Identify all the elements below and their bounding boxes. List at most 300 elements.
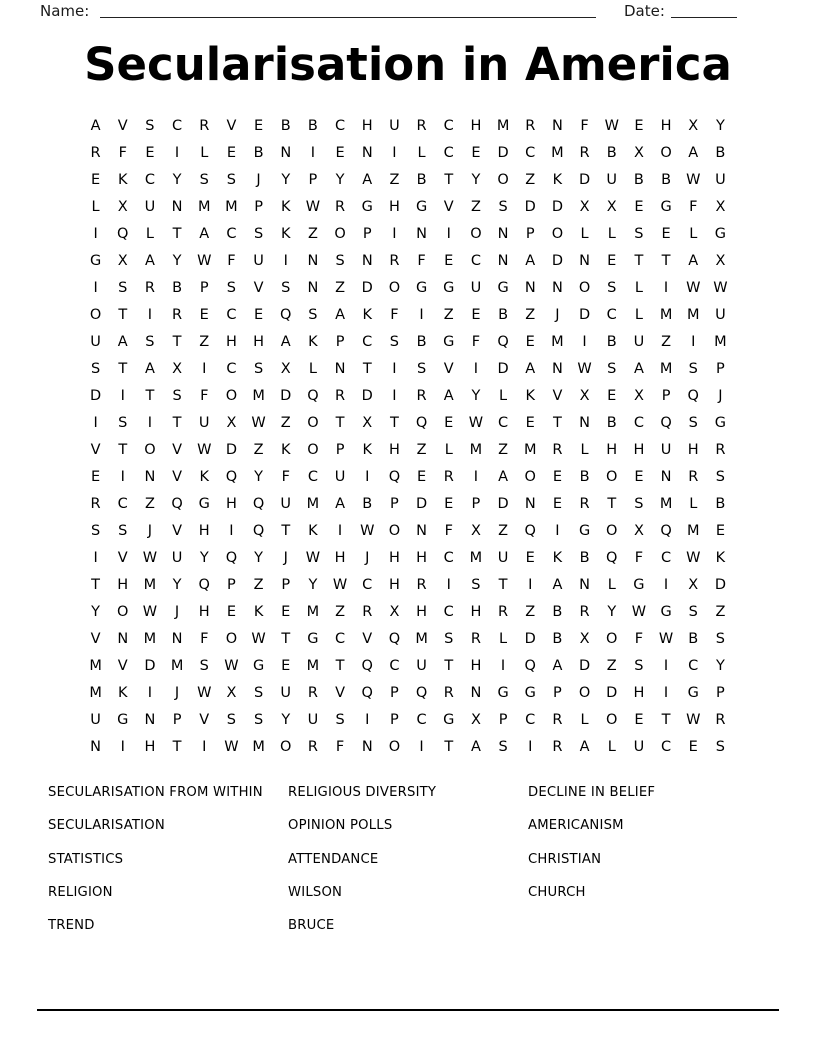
grid-letter: F — [390, 306, 399, 323]
grid-letter: C — [362, 576, 373, 593]
grid-letter: V — [226, 117, 237, 134]
grid-letter: M — [197, 198, 211, 215]
grid-letter: X — [579, 630, 590, 647]
footer-rule — [37, 1009, 779, 1011]
grid-letter: J — [555, 306, 560, 323]
grid-letter: Z — [389, 171, 400, 188]
grid-letter: S — [688, 414, 698, 431]
grid-letter: N — [280, 144, 292, 161]
grid-letter: H — [388, 576, 400, 593]
grid-letter: Q — [198, 576, 210, 593]
grid-letter: S — [634, 225, 644, 242]
grid-letter: G — [361, 198, 373, 215]
grid-letter: N — [579, 576, 590, 593]
grid-letter: A — [470, 738, 481, 755]
grid-letter: G — [714, 225, 727, 242]
grid-letter: M — [659, 306, 673, 323]
grid-letter: Q — [660, 522, 672, 539]
grid-letter: B — [280, 117, 291, 134]
grid-letter: N — [144, 711, 156, 728]
grid-letter: U — [334, 468, 346, 485]
grid-letter: F — [200, 387, 209, 404]
grid-letter: N — [90, 738, 101, 755]
grid-letter: S — [498, 738, 508, 755]
grid-letter: L — [607, 225, 616, 242]
grid-letter: W — [251, 630, 266, 647]
grid-letter: Q — [225, 468, 238, 485]
grid-letter: V — [443, 198, 454, 215]
grid-letter: O — [307, 414, 319, 431]
grid-letter: D — [714, 576, 726, 593]
word-list-item: RELIGION — [48, 884, 113, 900]
grid-letter: I — [365, 711, 370, 728]
grid-letter: Q — [606, 549, 618, 566]
grid-letter: X — [117, 198, 128, 215]
grid-letter: N — [660, 468, 672, 485]
grid-letter: Q — [687, 387, 699, 404]
grid-letter: I — [202, 360, 207, 377]
grid-letter: H — [253, 333, 265, 350]
grid-letter: B — [606, 414, 617, 431]
grid-letter: G — [117, 711, 129, 728]
grid-letter: C — [443, 549, 454, 566]
grid-letter: A — [117, 333, 128, 350]
grid-letter: V — [362, 630, 373, 647]
grid-letter: M — [551, 144, 564, 161]
grid-letter: C — [226, 360, 237, 377]
grid-letter: F — [118, 144, 127, 161]
grid-letter: S — [308, 306, 318, 323]
grid-letter: I — [310, 144, 316, 161]
grid-letter: F — [634, 549, 644, 566]
grid-letter: I — [582, 333, 587, 350]
grid-letter: N — [144, 468, 156, 485]
grid-letter: C — [661, 738, 672, 755]
grid-letter: O — [524, 468, 536, 485]
grid-letter: Q — [388, 630, 401, 647]
grid-letter: A — [144, 360, 155, 377]
grid-letter: U — [497, 549, 509, 566]
grid-letter: E — [525, 333, 535, 350]
word-list-item: SECULARISATION — [48, 818, 165, 834]
grid-letter: W — [360, 522, 375, 539]
grid-letter: I — [120, 387, 125, 404]
grid-letter: N — [307, 279, 319, 296]
grid-letter: I — [147, 414, 153, 431]
grid-letter: S — [199, 171, 209, 188]
grid-letter: R — [172, 306, 183, 323]
grid-letter: S — [145, 333, 155, 350]
grid-letter: J — [174, 684, 180, 701]
grid-letter: A — [688, 252, 699, 269]
header — [40, 2, 740, 22]
grid-letter: A — [362, 171, 373, 188]
grid-letter: S — [253, 225, 264, 242]
grid-letter: O — [307, 441, 319, 458]
grid-letter: I — [555, 522, 560, 539]
grid-letter: S — [253, 684, 264, 701]
grid-letter: P — [172, 711, 182, 728]
grid-letter: B — [253, 144, 264, 161]
grid-letter: T — [661, 252, 671, 269]
grid-letter: C — [389, 657, 400, 674]
grid-letter: H — [225, 333, 237, 350]
word-list-item: DECLINE IN BELIEF — [528, 785, 656, 800]
grid-letter: S — [118, 279, 128, 296]
grid-letter: R — [498, 603, 509, 620]
grid-letter: Z — [606, 657, 617, 674]
grid-letter: I — [202, 738, 207, 755]
grid-letter: T — [335, 657, 345, 674]
grid-letter: I — [446, 576, 451, 593]
grid-letter: W — [631, 603, 647, 620]
grid-letter: H — [606, 441, 618, 458]
grid-letter: T — [281, 522, 291, 539]
grid-letter: E — [90, 468, 101, 485]
grid-letter: E — [444, 252, 454, 269]
grid-letter: X — [715, 252, 726, 269]
grid-letter: E — [444, 414, 454, 431]
grid-letter: I — [392, 387, 397, 404]
grid-letter: E — [715, 522, 725, 539]
grid-letter: B — [362, 495, 373, 512]
grid-letter: S — [90, 360, 101, 377]
grid-letter: K — [280, 225, 291, 242]
grid-letter: K — [280, 198, 291, 215]
grid-letter: C — [335, 117, 346, 134]
grid-letter: N — [579, 252, 590, 269]
grid-letter: A — [688, 144, 699, 161]
grid-letter: T — [498, 576, 508, 593]
grid-letter: V — [172, 522, 183, 539]
grid-letter: T — [118, 441, 128, 458]
grid-letter: N — [334, 360, 346, 377]
grid-letter: N — [361, 144, 373, 161]
grid-letter: Y — [335, 171, 345, 188]
grid-letter: C — [335, 630, 346, 647]
grid-letter: Y — [172, 252, 182, 269]
grid-letter: N — [470, 684, 482, 701]
grid-letter: Y — [471, 387, 481, 404]
grid-letter: L — [634, 279, 643, 296]
grid-letter: Q — [388, 468, 401, 485]
grid-letter: P — [716, 360, 725, 377]
grid-letter: D — [497, 360, 509, 377]
grid-letter: G — [660, 603, 672, 620]
grid-letter: T — [552, 414, 562, 431]
grid-letter: G — [415, 279, 428, 296]
grid-letter: T — [389, 414, 399, 431]
grid-letter: D — [606, 684, 618, 701]
grid-letter: V — [117, 549, 128, 566]
grid-letter: S — [498, 198, 508, 215]
grid-letter: R — [579, 603, 590, 620]
grid-letter: H — [388, 441, 400, 458]
grid-letter: N — [361, 252, 373, 269]
grid-letter: O — [578, 279, 591, 296]
grid-letter: Q — [225, 549, 238, 566]
grid-letter: F — [335, 738, 345, 755]
grid-letter: R — [443, 684, 454, 701]
grid-letter: B — [416, 171, 427, 188]
grid-letter: S — [688, 603, 698, 620]
grid-letter: R — [416, 117, 427, 134]
grid-letter: B — [552, 603, 563, 620]
grid-letter: Y — [254, 468, 263, 485]
grid-letter: O — [334, 225, 346, 242]
grid-letter: M — [714, 333, 727, 350]
grid-letter: H — [388, 549, 400, 566]
grid-letter: A — [280, 333, 291, 350]
grid-letter: V — [90, 441, 101, 458]
grid-letter: N — [497, 225, 509, 242]
grid-letter: K — [715, 549, 726, 566]
grid-letter: D — [524, 630, 536, 647]
grid-letter: R — [552, 441, 563, 458]
grid-letter: N — [171, 198, 183, 215]
grid-letter: S — [715, 468, 726, 485]
grid-letter: M — [686, 306, 700, 323]
grid-letter: F — [444, 522, 453, 539]
grid-letter: Z — [307, 225, 318, 242]
grid-letter: A — [144, 252, 155, 269]
grid-letter: V — [172, 468, 183, 485]
grid-letter: J — [174, 603, 180, 620]
grid-letter: H — [416, 603, 428, 620]
grid-letter: O — [225, 630, 238, 647]
grid-letter: G — [443, 333, 455, 350]
grid-letter: C — [117, 495, 128, 512]
grid-letter: R — [389, 252, 400, 269]
grid-letter: O — [225, 387, 238, 404]
grid-letter: C — [172, 117, 183, 134]
grid-letter: W — [224, 657, 239, 674]
grid-letter: W — [658, 630, 674, 647]
grid-letter: O — [578, 684, 591, 701]
grid-letter: V — [335, 684, 346, 701]
grid-letter: U — [90, 333, 101, 350]
word-list-item: TREND — [48, 918, 95, 934]
grid-letter: H — [633, 441, 645, 458]
grid-letter: P — [525, 225, 535, 242]
grid-letter: A — [199, 225, 210, 242]
grid-letter: U — [660, 441, 672, 458]
grid-letter: C — [416, 711, 427, 728]
grid-letter: I — [147, 306, 153, 323]
word-list-item: ATTENDANCE — [288, 851, 379, 867]
grid-letter: B — [633, 171, 644, 188]
grid-letter: K — [308, 333, 318, 350]
grid-letter: V — [443, 360, 454, 377]
grid-letter: D — [361, 279, 373, 296]
grid-letter: I — [93, 225, 98, 242]
word-list-item: RELIGIOUS DIVERSITY — [288, 785, 437, 800]
grid-letter: K — [117, 171, 128, 188]
grid-letter: T — [91, 576, 100, 593]
grid-letter: V — [253, 279, 264, 296]
grid-letter: O — [606, 630, 618, 647]
grid-letter: L — [580, 711, 589, 728]
grid-letter: I — [392, 360, 397, 377]
grid-letter: D — [280, 387, 292, 404]
grid-letter: L — [145, 225, 154, 242]
grid-letter: M — [225, 198, 238, 215]
grid-letter: R — [144, 279, 155, 296]
grid-letter: R — [579, 144, 590, 161]
name-blank-line — [100, 17, 596, 18]
grid-letter: W — [686, 171, 701, 188]
grid-letter: U — [389, 117, 400, 134]
grid-letter: B — [307, 117, 318, 134]
grid-letter: I — [120, 738, 125, 755]
grid-letter: O — [144, 441, 156, 458]
grid-letter: L — [499, 387, 508, 404]
grid-letter: F — [689, 198, 698, 215]
grid-letter: S — [199, 657, 209, 674]
grid-letter: I — [663, 684, 669, 701]
grid-letter: I — [392, 225, 397, 242]
grid-letter: P — [362, 225, 372, 242]
grid-letter: L — [689, 225, 698, 242]
grid-letter: G — [633, 576, 645, 593]
grid-letter: D — [551, 252, 563, 269]
grid-letter: E — [471, 144, 481, 161]
grid-letter: Y — [281, 171, 291, 188]
grid-letter: N — [416, 522, 427, 539]
grid-letter: B — [579, 468, 590, 485]
grid-letter: I — [283, 252, 288, 269]
grid-letter: U — [198, 414, 210, 431]
grid-letter: G — [714, 414, 727, 431]
word-list-item: CHURCH — [528, 884, 586, 900]
grid-letter: X — [470, 711, 481, 728]
grid-letter: Z — [335, 603, 346, 620]
grid-letter: U — [171, 549, 183, 566]
grid-letter: Z — [335, 279, 346, 296]
grid-letter: H — [117, 576, 129, 593]
grid-letter: X — [280, 360, 291, 377]
grid-letter: O — [388, 522, 401, 539]
grid-letter: H — [198, 603, 210, 620]
grid-letter: S — [253, 711, 264, 728]
grid-letter: V — [90, 630, 101, 647]
grid-letter: O — [606, 711, 618, 728]
grid-letter: O — [89, 306, 102, 323]
grid-letter: Y — [281, 711, 291, 728]
grid-letter: B — [661, 171, 672, 188]
grid-letter: W — [686, 279, 701, 296]
grid-letter: W — [468, 414, 484, 431]
grid-letter: Z — [280, 414, 291, 431]
grid-letter: P — [661, 387, 671, 404]
grid-letter: I — [93, 414, 98, 431]
grid-letter: V — [117, 117, 128, 134]
grid-letter: M — [415, 630, 428, 647]
grid-letter: D — [578, 306, 591, 323]
grid-letter: A — [552, 657, 563, 674]
grid-letter: I — [500, 657, 506, 674]
grid-letter: E — [607, 387, 617, 404]
grid-letter: R — [335, 198, 346, 215]
grid-letter: N — [171, 630, 183, 647]
grid-letter: X — [226, 684, 237, 701]
grid-letter: E — [634, 198, 644, 215]
grid-letter: L — [200, 144, 209, 161]
grid-letter: D — [578, 657, 591, 674]
grid-letter: A — [90, 117, 101, 134]
grid-letter: X — [688, 117, 699, 134]
grid-letter: Q — [524, 522, 536, 539]
grid-letter: P — [254, 198, 263, 215]
grid-letter: G — [524, 684, 536, 701]
grid-letter: P — [390, 711, 399, 728]
grid-letter: E — [525, 549, 535, 566]
grid-letter: U — [715, 171, 726, 188]
grid-letter: Y — [607, 603, 617, 620]
grid-letter: C — [688, 657, 699, 674]
grid-letter: X — [579, 198, 590, 215]
grid-letter: T — [172, 414, 182, 431]
grid-letter: D — [551, 198, 563, 215]
grid-letter: U — [416, 657, 427, 674]
grid-letter: D — [497, 495, 509, 512]
grid-letter: Z — [144, 495, 155, 512]
grid-letter: N — [551, 279, 563, 296]
grid-letter: T — [172, 225, 182, 242]
grid-letter: I — [663, 657, 669, 674]
grid-letter: N — [551, 117, 563, 134]
grid-letter: S — [335, 252, 345, 269]
grid-letter: J — [283, 549, 288, 566]
grid-letter: K — [253, 603, 264, 620]
grid-letter: D — [361, 387, 373, 404]
grid-letter: V — [199, 711, 210, 728]
grid-letter: L — [91, 198, 100, 215]
grid-letter: E — [226, 603, 236, 620]
grid-letter: U — [307, 711, 319, 728]
grid-letter: R — [470, 630, 481, 647]
grid-letter: P — [716, 684, 725, 701]
word-list-item: STATISTICS — [48, 851, 124, 867]
grid-letter: S — [471, 576, 481, 593]
grid-letter: W — [197, 441, 212, 458]
grid-letter: Z — [498, 522, 509, 539]
grid-letter: X — [172, 360, 183, 377]
grid-letter: P — [308, 171, 318, 188]
grid-letter: L — [580, 225, 589, 242]
grid-letter: W — [142, 603, 158, 620]
grid-letter: N — [551, 360, 563, 377]
grid-letter: P — [553, 684, 562, 701]
grid-letter: S — [90, 522, 101, 539]
grid-letter: E — [471, 306, 481, 323]
grid-letter: T — [118, 306, 128, 323]
grid-letter: F — [200, 630, 209, 647]
grid-letter: O — [660, 144, 672, 161]
grid-letter: Q — [415, 684, 428, 701]
grid-letter: T — [172, 738, 182, 755]
grid-letter: W — [577, 360, 592, 377]
grid-letter: J — [256, 171, 261, 188]
grid-letter: I — [337, 522, 343, 539]
grid-letter: T — [607, 495, 617, 512]
grid-letter: E — [253, 117, 264, 134]
grid-letter: T — [444, 171, 454, 188]
grid-letter: S — [634, 657, 644, 674]
grid-letter: M — [659, 495, 673, 512]
grid-letter: I — [93, 549, 98, 566]
grid-letter: W — [305, 198, 321, 215]
